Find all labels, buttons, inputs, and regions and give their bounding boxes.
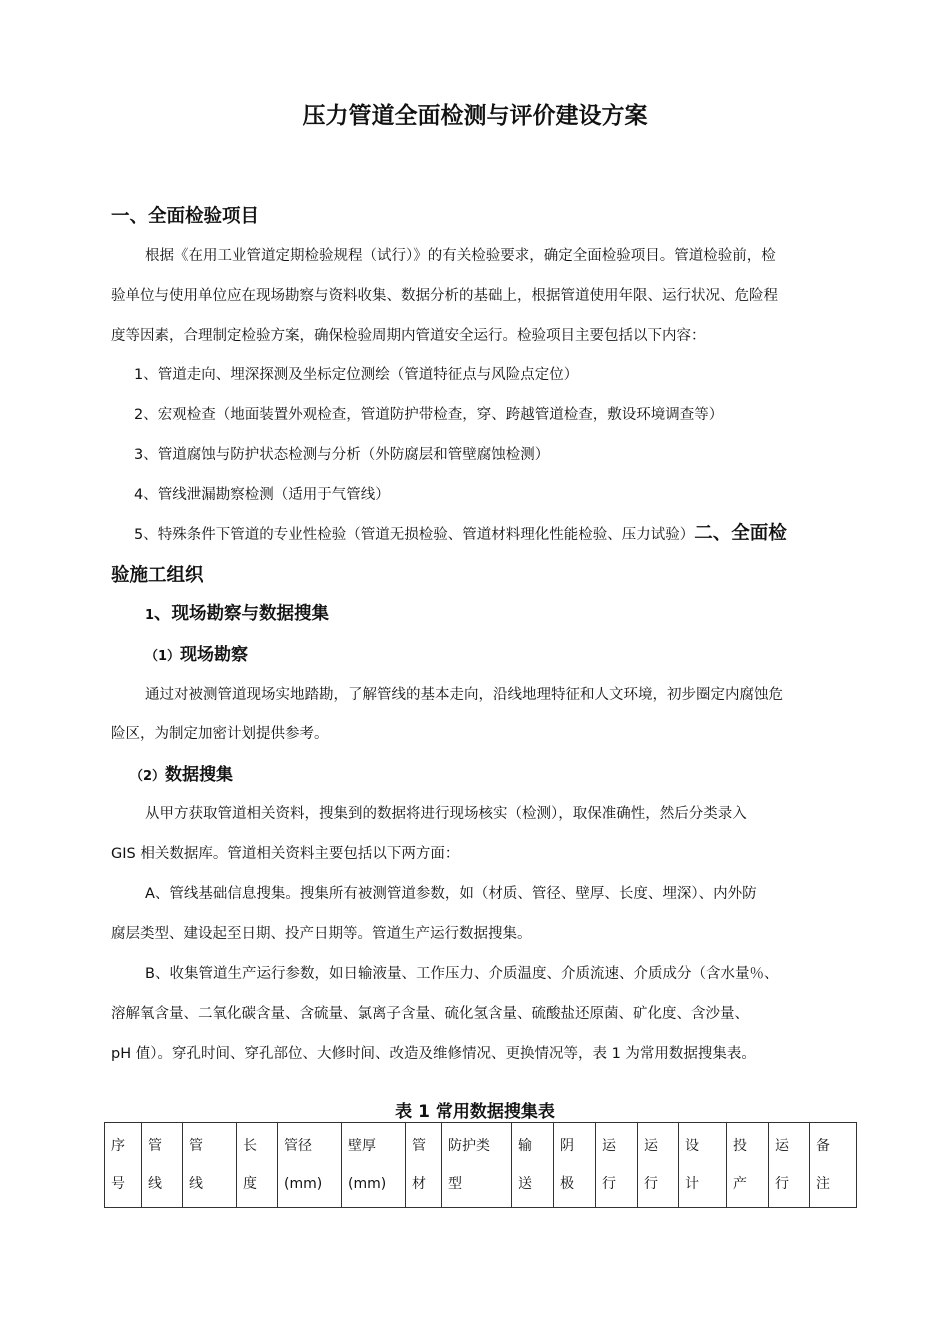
list-item: 1、管道走向、埋深探测及坐标定位测绘（管道特征点与风险点定位） bbox=[134, 367, 579, 383]
table-header-cell: 运 行 bbox=[596, 1123, 638, 1208]
section-1-heading: 一、全面检验项目 bbox=[111, 206, 260, 227]
table-header-cell: 输 送 bbox=[512, 1123, 554, 1208]
item-title: 数据搜集 bbox=[165, 765, 234, 785]
item-1-heading bbox=[145, 640, 248, 665]
subsection-1-heading bbox=[145, 600, 329, 625]
item-1-line-2: 险区，为制定加密计划提供参考。 bbox=[111, 726, 329, 742]
page-title: 压力管道全面检测与评价建设方案 bbox=[302, 103, 648, 129]
table-header-cell: 管 线 bbox=[142, 1123, 183, 1208]
table-header-cell: 管 线 bbox=[183, 1123, 237, 1208]
list-item: 4、管线泄漏勘察检测（适用于气管线） bbox=[134, 487, 390, 503]
paragraph-a-line-1: A、管线基础信息搜集。搜集所有被测管道参数，如（材质、管径、壁厚、长度、埋深）、内外防 bbox=[145, 886, 757, 902]
table-header-cell: 长 度 bbox=[237, 1123, 278, 1208]
table-header-cell: 防护类 型 bbox=[442, 1123, 512, 1208]
table-header-cell: 设 计 bbox=[679, 1123, 727, 1208]
table-header-cell: 备 注 bbox=[810, 1123, 857, 1208]
list-item: 5、特殊条件下管道的专业性检验（管道无损检验、管道材料理化性能检验、压力试验） bbox=[134, 527, 695, 543]
item-1-line-1: 通过对被测管道现场实地踏勘，了解管线的基本走向，沿线地理特征和人文环境，初步圈定内腐蚀危 bbox=[145, 687, 783, 703]
table-header-row bbox=[105, 1123, 857, 1208]
list-item-with-heading bbox=[134, 519, 787, 545]
paragraph-b-line-3: pH 值）。穿孔时间、穿孔部位、大修时间、改造及维修情况、更换情况等，表 1 为常用数据搜集表。 bbox=[111, 1046, 756, 1062]
table-header-cell: 运 行 bbox=[769, 1123, 810, 1208]
item-2-line-1: 从甲方获取管道相关资料，搜集到的数据将进行现场核实（检测），取保准确性，然后分类录入 bbox=[145, 806, 747, 822]
paragraph-b-line-2: 溶解氧含量、二氧化碳含量、含硫量、氯离子含量、硫化氢含量、硫酸盐还原菌、矿化度、含沙量、 bbox=[111, 1006, 749, 1022]
section-1-para-line-2: 验单位与使用单位应在现场勘察与资料收集、数据分析的基础上，根据管道使用年限、运行状况、危险程 bbox=[111, 288, 778, 304]
item-number: （1） bbox=[145, 649, 181, 664]
list-item: 2、宏观检查（地面装置外观检查，管道防护带检查，穿、跨越管道检查，敷设环境调查等） bbox=[134, 407, 724, 423]
subsection-number: 1 bbox=[145, 608, 155, 623]
list-item: 3、管道腐蚀与防护状态检测与分析（外防腐层和管壁腐蚀检测） bbox=[134, 447, 550, 463]
paragraph-b-line-1: B、收集管道生产运行参数，如日输液量、工作压力、介质温度、介质流速、介质成分（含水量％、 bbox=[145, 966, 779, 982]
item-number: （2） bbox=[130, 769, 166, 784]
table-header-cell: 阴 极 bbox=[554, 1123, 596, 1208]
section-2-heading-part2: 验施工组织 bbox=[111, 565, 204, 586]
section-1-para-line-1: 根据《在用工业管道定期检验规程（试行）》的有关检验要求，确定全面检验项目。管道检验前，检 bbox=[145, 248, 776, 264]
table-header-cell: 壁厚 (mm) bbox=[342, 1123, 406, 1208]
table-header-cell: 投 产 bbox=[727, 1123, 769, 1208]
table-header-cell: 管 材 bbox=[406, 1123, 442, 1208]
section-2-heading-part1: 二、全面检 bbox=[694, 523, 787, 544]
table-header-cell: 运 行 bbox=[638, 1123, 679, 1208]
section-1-para-line-3: 度等因素，合理制定检验方案，确保检验周期内管道安全运行。检验项目主要包括以下内容： bbox=[111, 328, 706, 344]
paragraph-a-line-2: 腐层类型、建设起至日期、投产日期等。管道生产运行数据搜集。 bbox=[111, 926, 532, 942]
table-header-cell: 管径 (mm) bbox=[278, 1123, 342, 1208]
item-2-heading bbox=[130, 760, 233, 785]
table-header-cell: 序 号 bbox=[105, 1123, 142, 1208]
subsection-title: 、现场勘察与数据搜集 bbox=[154, 604, 330, 624]
table-caption: 表 1 常用数据搜集表 bbox=[395, 1102, 555, 1122]
item-title: 现场勘察 bbox=[180, 645, 249, 665]
data-collection-table bbox=[104, 1122, 857, 1208]
item-2-line-2: GIS 相关数据库。管道相关资料主要包括以下两方面： bbox=[111, 846, 460, 862]
